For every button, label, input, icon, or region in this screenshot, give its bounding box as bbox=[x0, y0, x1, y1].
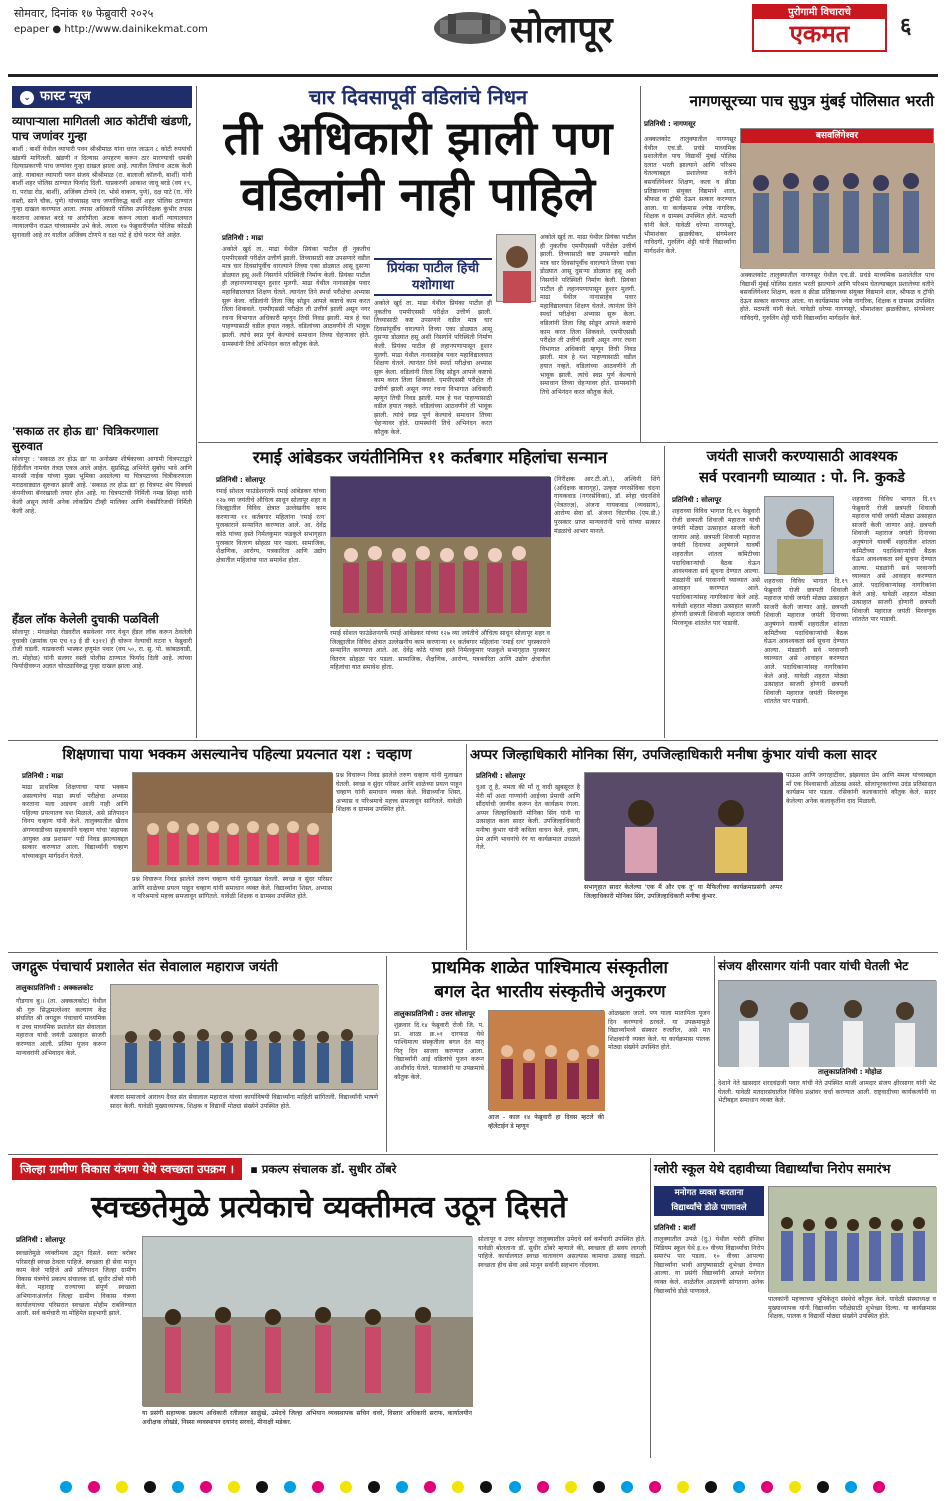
police-photo-sign: बसवलिंगेश्वर bbox=[741, 129, 933, 143]
registration-dot bbox=[228, 1481, 240, 1493]
chavan-title: शिक्षणाचा पाया भक्कम असल्यानेच पहिल्या प्रयत्नात यश : चव्हाण bbox=[62, 746, 412, 763]
registration-dot bbox=[509, 1481, 521, 1493]
ramai-byline: प्रतिनिधी : सोलापूर bbox=[216, 476, 266, 484]
registration-dot bbox=[649, 1481, 661, 1493]
glory-kicker-box bbox=[654, 1186, 764, 1216]
clean-byline: प्रतिनिधी : सोलापूर bbox=[16, 1236, 66, 1244]
registration-dot bbox=[396, 1481, 408, 1493]
culture-body-left: शुक्रवार दि.१४ फेब्रुवारी रोजी जि. प. प्रा. शाळा क्र.०१ दारफळ येथे पाश्चिमात्य संस्कृतीला बगल देत मातृ पितृ दिन साजरा करण्यात आला. विद्यार्थ्यांनी आई वडिलांचे पूजन करून आशीर्वाद घेतले. पालकांनी या उपक्रमाचे कौतुक केले. bbox=[394, 1022, 484, 1081]
chavan-body-left: माढा प्राथमिक शिक्षणाचा पाया भक्कम असल्यानेच माढा स्पर्धा परीक्षेचा अभ्यास करताना मला अडचण आली नाही आणि पहिल्या प्रयत्नातच यश मिळाले, असे प्रतिपादन विनय चव्हाण यांनी केले. तालुक्यातील खैराव अंगणवाडीच्या सहकार्याने चव्हाण यांचा 'सहायक आयुक्त अन्न प्रशासन' पदी निवड झाल्याबद्दल सत्कार करण्यात आला. विद्यार्थ्यांनी चव्हाण यांच्याकडून मार्गदर्शन घेतले. bbox=[22, 784, 128, 860]
glory-title: ग्लोरी स्कूल येथे दहावीच्या विद्यार्थ्यांचा निरोप समारंभ bbox=[654, 1161, 891, 1176]
ramai-photo bbox=[330, 476, 550, 626]
newspaper-logo-icon bbox=[430, 6, 510, 48]
shivaji-story bbox=[668, 446, 936, 736]
kshirsagar-body: देशाने नेते खासदार शरदचंद्रजी पवार यांची नेते उपस्थित माजी आमदार संजय क्षीरसागर यांनी भेट घेतली. यावेळी मतदारसंघातील विविध प्रश्नांवर चर्चा करण्यात आली. राष्ट्रवादीच्या कार्यकर्त्यांनी या भेटीबद्दल समाधान व्यक्त केले. bbox=[718, 1080, 936, 1105]
shivaji-title-2: सर्व परवानगी घ्याव्यात : पो. नि. कुकडे bbox=[699, 469, 905, 486]
registration-dot bbox=[172, 1481, 184, 1493]
clean-title: स्वच्छतेमुळे प्रत्येकाचे व्यक्तीमत्व उठून दिसते bbox=[91, 1190, 567, 1225]
sevalal-body-mid: बंजारा समाजाचे आराध्य दैवत संत सेवालाल महाराज यांच्या कार्याविषयी विद्यार्थ्यांना माहिती सांगितली. विद्यार्थ्यांनी भाषणे सादर केली. यावेळी मुख्याध्यापक, शिक्षक व विद्यार्थी मोठ्या संख्येने उपस्थित होते. bbox=[110, 1094, 378, 1110]
kshirsagar-title: संजय क्षीरसागर यांनी पवार यांची घेतली भेट bbox=[718, 959, 909, 973]
lead-name-box bbox=[374, 258, 492, 296]
registration-dot bbox=[845, 1481, 857, 1493]
monica-byline: प्रतिनिधी : सोलापूर bbox=[476, 772, 526, 780]
registration-dot bbox=[144, 1481, 156, 1493]
registration-dot bbox=[284, 1481, 296, 1493]
shivaji-byline: प्रतिनिधी : सोलापूर bbox=[672, 496, 722, 504]
culture-body-right: ओळखला जातो. पण याला मातापिता पूजन दिन करण्याचे ठरवले. या उपक्रमामुळे विद्यार्थ्यांमध्ये संस्कार रुजतील, असे मत शिक्षकांनी व्यक्त केले. या कार्यक्रमास पालक मोठ्या संख्येने उपस्थित होते. bbox=[608, 1010, 710, 1052]
registration-dot bbox=[873, 1481, 885, 1493]
registration-dot bbox=[593, 1481, 605, 1493]
police-story bbox=[644, 90, 934, 440]
registration-dot bbox=[480, 1481, 492, 1493]
registration-dot bbox=[60, 1481, 72, 1493]
chavan-byline: प्रतिनिधी : माढा bbox=[22, 772, 64, 780]
culture-caption: आज - काल १४ फेब्रुवारी हा दिवस म्हटले की व्हॅलेंटाईन डे म्हणून bbox=[488, 1114, 604, 1130]
fast-news-b2: सोलापूर : 'सकाळ तर होऊ द्या' या अनोख्या शीर्षकाच्या आगामी चित्रपटाद्वारे हिंदीतील नामवंत तंत्रज्ञ एकत्र आले आहेत. सुप्रसिद्ध अभिनेते सुबोध भावे आणि मानसी नाईक यांच्या मुख्य भूमिका असलेल्या या चित्रपटाच्या चित्रीकरणाला मराठवाड्यात सुरुवात झाली आहे. 'सकाळ तर होऊ द्या' हा चित्रपट श्रेय पिक्चर्स कंपनीच्या बॅनरखाली तयार होत आहे. या चित्रपटाची निर्मिती नमन्न सिन्हा यांनी केली असून त्यांनी अनेक लोकप्रिय टीव्ही मालिका आणि वेबसीरिजची निर्मिती केली आहे. bbox=[12, 456, 192, 515]
glory-story bbox=[654, 1158, 936, 1458]
registration-dot bbox=[200, 1481, 212, 1493]
registration-dot bbox=[733, 1481, 745, 1493]
fast-news-b3: सोलापूर : मंगळवेढा रोडवरील बसवेश्वर नगर येथून हॅंडल लॉक करून ठेवलेली दुचाकी (क्रमांक एम एच १३ ई डी १३११) ही चोरून नेल्याची घटना ९ फेब्रुवारी रोजी घडली. याप्रकरणी भास्कर हणुमंत पवार (वय ५०, रा. सु. पो. कांबळवाडी, ता. मोहोळ) यांनी सलगर वस्ती पोलीस ठाण्यात फिर्याद दिली आहे. त्यांच्या फिर्यादीवरून अज्ञात चोरट्याविरुद्ध गुन्हा दाखल झाला आहे. bbox=[12, 629, 192, 671]
sevalal-byline: तालुकाप्रतिनिधी : अक्कलकोट bbox=[16, 984, 94, 992]
police-title: नागणसूरच्या पाच सुपुत्र मुंबई पोलिसात भरती bbox=[689, 92, 934, 110]
monica-body-left: दुआ तू है, ममता की माँ तू वादी खुबसूरत है मेरी माँ अशा गाण्यांनी आईच्या प्रेमाची आणि सौंदर्याची जाणीव करून देत कार्यक्रम रंगला. अप्पर जिल्हाधिकारी मोनिका सिंग यांनी या उत्साहात कला सादर केली. उपजिल्हाधिकारी मनीषा कुंभार यांनी कविता वाचन केले. हास्य, प्रेम आणि भावनांचे रंग या कार्यक्रमात उधळले गेले. bbox=[476, 784, 580, 852]
lead-kicker: चार दिवसापूर्वी वडिलांचे निधन bbox=[308, 85, 528, 109]
registration-dot bbox=[565, 1481, 577, 1493]
fast-news-title: ⌄ फास्ट न्यूज bbox=[12, 86, 192, 108]
issue-date: सोमवार, दिनांक १७ फेब्रुवारी २०२५ bbox=[14, 7, 154, 20]
kshirsagar-photo bbox=[718, 980, 936, 1066]
kshirsagar-story bbox=[718, 956, 936, 1152]
registration-dot bbox=[368, 1481, 380, 1493]
registration-dot bbox=[424, 1481, 436, 1493]
registration-dot bbox=[452, 1481, 464, 1493]
monica-title: अप्पर जिल्हाधिकारी मोनिका सिंग, उपजिल्हाधिकारी मनीषा कुंभार यांची कला सादर bbox=[470, 747, 877, 763]
monica-story bbox=[470, 744, 936, 944]
glory-body-right: पालकांनी महत्त्वाच्या भूमिकेतून संस्थेचे कौतुक केले. यावेळी संस्थाध्यक्ष व मुख्याध्यापक यांनी विद्यार्थ्यांना परीक्षेसाठी शुभेच्छा दिल्या. या कार्यक्रमास शिक्षक, पालक व विद्यार्थी मोठ्या संख्येने उपस्थित होते. bbox=[768, 1296, 936, 1321]
ramai-body-mid: रमाई सोशल फाउंडेशनतर्फे रमाई आंबेडकर यांच्या १२७ व्या जयंतीचे औचित्य साधून सोलापूर शहर व जिल्ह्यातील विविध क्षेत्रात उल्लेखनीय काम करणाऱ्या ११ कर्तबगार महिलांना 'रमाई रत्न' पुरस्काराने सन्मानित करण्यात आले. आ. देवेंद्र कोठे यांच्या हस्ते निर्मलकुमार फडकुले सभागृहात पुरस्कार वितरण सोहळा पार पडला. सामाजिक, शैक्षणिक, आरोग्य, पत्रकारिता आणि उद्योग क्षेत्रातील महिलांचा यात समावेश होता. bbox=[330, 630, 550, 672]
culture-title-1: प्राथमिक शाळेत पाश्चिमात्य संस्कृतीला bbox=[432, 958, 668, 978]
glory-body-left: तालुक्यातील उपळे (दु.) येथील ग्लोरी इंग्लिश मिडियम स्कूल येथे इ.१० वीच्या विद्यार्थ्यांचा निरोप समारंभ पार पडला. १० वीच्या आपल्या विद्यार्थ्यांना भावी आयुष्यासाठी शुभेच्छा देण्यात आल्या. या प्रसंगी विद्यार्थ्यांनी आपले मनोगत व्यक्त केले. शाळेतील आठवणी सांगताना अनेक विद्यार्थ्यांचे डोळे पाणावले. bbox=[654, 1236, 764, 1295]
print-registration-marks bbox=[60, 1481, 885, 1495]
ramai-body-right: (निरीक्षक आर.टी.ओ.), अश्विनी शिंगे (अधिक्षक कारागृह), उत्कृष्ट नगरसेविका चंदना गायकवाड (नगरसेविका), डॉ. स्नेहा चंदनशिवे (नेत्रतज्ज्ञ), अंजना गायकवाड (व्यवसाय), आरोग्य सेवा डॉ. अंजना चिटणीस (एम.डी.) पुरस्कार प्राप्त मान्यवरांनी पाचे यांच्या सत्कार मंडळांचे आभार मानले. bbox=[554, 476, 660, 535]
city-title: सोलापूर bbox=[510, 9, 613, 51]
brand-box bbox=[752, 4, 887, 52]
clean-caption: या प्रसंगी सहाय्यक प्रकल्प अधिकारी रतीलाल साळुंखे, उमेदचे जिल्हा अभियान व्यवस्थापक सचिन चवरे, विस्तार अधिकारी सराफ, कार्यालयीन अधीक्षक लोखंडे, निस्सा व्यवस्थापन दयानंद सरवदे, मीनाक्षी मडेकर. bbox=[142, 1410, 472, 1426]
fast-news-h3: हॅंडल लॉक केलेली दुचाकी पळविली bbox=[12, 612, 159, 626]
lead-body-left: अकोले खुर्द ता. माढा येथील प्रियंका पाटील ही नुकतीच एमपीएससी परीक्षेत उत्तीर्ण झाली. तिच्यासाठी कष्ट उपसणारे वडील मात्र चार दिवसांपूर्वीच वारल्याने तिच्या एका डोळ्यात आसू दुसऱ्या डोळ्यात हसू अशी निसर्गाने परिस्थिती निर्माण केली. प्रियंका पाटील ही लहानपणापासून हुशार मुलगी. माढा येथील नानासाहेब पवार महाविद्यालयात शिक्षण घेतले. त्यानंतर तिने स्पर्धा परीक्षेचा अभ्यास सुरू केला. वडिलांनी तिला जिद्द सोडून आपले कष्टाचे काम करत तिला शिकवले. एमपीएससी परीक्षेत ती उत्तीर्ण झाली असून नगर रचना विभागात अधिकारी म्हणून तिची निवड झाली. मात्र हे यश पाहण्यासाठी वडील हयात नव्हते. वडिलांच्या आठवणीने ती भावूक झाली. त्यांचे स्वप्न पूर्ण केल्याचे समाधान तिच्या चेहऱ्यावर होते. ग्रामस्थांनी तिचे अभिनंदन करत कौतुक केले. bbox=[222, 246, 370, 348]
culture-byline: तालुकाप्रतिनिधी : उत्तर सोलापूर bbox=[394, 1010, 475, 1018]
chavan-photo bbox=[132, 772, 332, 872]
lead-body-right: अकोले खुर्द ता. माढा येथील प्रियंका पाटील ही नुकतीच एमपीएससी परीक्षेत उत्तीर्ण झाली. तिच्यासाठी कष्ट उपसणारे वडील मात्र चार दिवसांपूर्वीच वारल्याने तिच्या एका डोळ्यात आसू दुसऱ्या डोळ्यात हसू अशी निसर्गाने परिस्थिती निर्माण केली. प्रियंका पाटील ही लहानपणापासून हुशार मुलगी. माढा येथील नानासाहेब पवार महाविद्यालयात शिक्षण घेतले. त्यानंतर तिने स्पर्धा परीक्षेचा अभ्यास सुरू केला. वडिलांनी तिला जिद्द सोडून आपले कष्टाचे काम करत तिला शिकवले. एमपीएससी परीक्षेत ती उत्तीर्ण झाली असून नगर रचना विभागात अधिकारी म्हणून तिची निवड झाली. मात्र हे यश पाहण्यासाठी वडील हयात नव्हते. वडिलांच्या आठवणीने ती भावूक झाली. त्यांचे स्वप्न पूर्ण केल्याचे समाधान तिच्या चेहऱ्यावर होते. ग्रामस्थांनी तिचे अभिनंदन करत कौतुक केले. bbox=[540, 234, 636, 396]
shivaji-photo bbox=[764, 496, 834, 574]
clean-banner-label: जिल्हा ग्रामीण विकास यंत्रणा येथे स्वच्छता उपक्रम । bbox=[12, 1158, 242, 1180]
registration-dot bbox=[537, 1481, 549, 1493]
registration-dot bbox=[705, 1481, 717, 1493]
glory-byline: प्रतिनिधी : बार्शी bbox=[654, 1224, 696, 1232]
clean-banner bbox=[12, 1158, 646, 1180]
fast-news-column bbox=[12, 86, 192, 738]
culture-title-2: बगल देत भारतीय संस्कृतीचे अनुकरण bbox=[434, 982, 666, 1002]
police-body-right: अक्कलकोट तालुक्यातील नागणसूर येथील एच.डी. प्रचंडे माध्यमिक प्रशालेतील पाच विद्यार्थी मुंबई पोलिस दलात भरती झाल्याने आणि परिश्रम घेतल्याबद्दल प्रशालेच्या वतीने बसवलिंगेश्वर शिक्षण, कला व क्रीडा प्रतिष्ठानच्या संयुक्त विद्यमाने शाल, श्रीफळ व ट्रॉफी देऊन सत्कार करण्यात आला. या कार्यक्रमास ज्येष्ठ नागरिक, शिक्षक व ग्रामस्थ उपस्थित होते. मठपती यांनी केले. यावेळी धरेप्पा नागणसूरे, भीमाशंकर झळकीकर, संगमेश्वर नाविदगी, गुरुलिंग शेट्टी यांनी विद्यार्थ्यांना मार्गदर्शन केले. bbox=[740, 272, 934, 322]
clean-body-left: स्वच्छतेमुळे व्यक्तीमत्व उठून दिसते. स्वतः बरोबर परिसरही स्वच्छ ठेवला पाहिजे. स्वच्छता ही सेवा मानून काम केले पाहिजे असे प्रतिपादन जिल्हा ग्रामीण विकास यंत्रणेचे प्रकल्प संचालक डॉ. सुधीर ठोंबरे यांनी केले. महाराष्ट्र राज्याच्या संपूर्ण स्वच्छता अभियानाअंतर्गत जिल्हा ग्रामीण विकास यंत्रणा कार्यालयाच्या परिसरात स्वच्छता मोहीम राबविण्यात आली. सर्व कर्मचारी या मोहिमेत सहभागी झाले. bbox=[16, 1250, 136, 1318]
clean-body-right: सोलापूर व उत्तर सोलापूर तालुक्यातील उमेदचे सर्व कर्मचारी उपस्थित होते. यावेळी बोलताना डॉ. सुधीर ठोंबरे म्हणाले की, स्वच्छता ही सवय लागली पाहिजे. कार्यालयात स्वच्छ वातावरण असल्यास कामाचा उत्साह वाढतो. स्वच्छता हीच सेवा असे मानून सर्वांनी सहभाग नोंदवावा. bbox=[478, 1236, 646, 1269]
brand-name: एकमत bbox=[789, 19, 850, 48]
clean-photo bbox=[142, 1236, 472, 1406]
lead-photo bbox=[496, 234, 536, 302]
monica-body-right: पाऊस आणि जगरहाटीवर, झंझावात प्रेम आणि ममत्व यांच्याबद्दल माँ एक विश्वासाची ओळख असते. सोलापूरकरांच्या उदंड प्रतिसादात कार्यक्रम पार पडला. रसिकांनी कलाकारांचे कौतुक केले. सादर केलेल्या अनेक कलाकृतींना दाद मिळाली. bbox=[786, 772, 936, 805]
registration-dot bbox=[256, 1481, 268, 1493]
sevalal-title: जगद्गुरू पंचाचार्य प्रशालेत संत सेवालाल महाराज जयंती bbox=[12, 959, 278, 975]
sevalal-body-left: गौडगाव बु।। (ता. अक्कलकोट) येथील श्री गुरु सिद्धमल्लेश्वर कल्याण केंद्र संचलित श्री जगद्गुरू पंचाचार्य माध्यमिक व उच्च माध्यमिक प्रशालेत संत सेवालाल महाराज यांची जयंती उत्साहात साजरी करण्यात आली. प्रतिमा पूजन करून मान्यवरांनी अभिवादन केले. bbox=[16, 998, 106, 1057]
police-photo bbox=[740, 128, 934, 268]
lead-byline: प्रतिनिधी : माढा bbox=[222, 234, 264, 242]
ramai-story bbox=[200, 446, 660, 736]
shivaji-body-mid: शहराच्या विविध भागात दि.१९ फेब्रुवारी रोजी छत्रपती शिवाजी महाराज यांची जयंती मोठ्या उत्साहात साजरी केली जाणार आहे. छत्रपती शिवाजी महाराज जयंती दिनाच्या अनुषंगाने यावर्षी शहरातील शांतता कमिटीच्या पदाधिकाऱ्यांची बैठक घेऊन आवश्यकता सर्व सूचना देण्यात आल्या. मंडळांनी सर्व परवानगी घ्याव्यात असे आवाहन करण्यात आले. पदाधिकाऱ्यांसह नागरिकांना केले आहे. यावेळी शहरात मोठ्या उत्साहात साजरी होणारी छत्रपती शिवाजी महाराज जयंती मिरवणूक शांततेत पार पाडावी. bbox=[764, 578, 848, 706]
lead-name: प्रियंका पाटील हिची यशोगाथा bbox=[386, 261, 480, 293]
monica-photo bbox=[584, 772, 782, 880]
shivaji-body-right: शहराच्या विविध भागात दि.१९ फेब्रुवारी रोजी छत्रपती शिवाजी महाराज यांची जयंती मोठ्या उत्साहात साजरी केली जाणार आहे. छत्रपती शिवाजी महाराज जयंती दिनाच्या अनुषंगाने यावर्षी शहरातील शांतता कमिटीच्या पदाधिकाऱ्यांची बैठक घेऊन आवश्यकता सर्व सूचना देण्यात आल्या. मंडळांनी सर्व परवानगी घ्याव्यात असे आवाहन करण्यात आले. पदाधिकाऱ्यांसह नागरिकांना केले आहे. यावेळी शहरात मोठ्या उत्साहात साजरी होणारी छत्रपती शिवाजी महाराज जयंती मिरवणूक शांततेत पार पाडावी. bbox=[852, 496, 936, 624]
page-number: ६ bbox=[900, 14, 912, 39]
registration-dot bbox=[312, 1481, 324, 1493]
clean-story bbox=[12, 1158, 646, 1458]
chavan-story bbox=[12, 744, 462, 944]
registration-dot bbox=[761, 1481, 773, 1493]
culture-photo bbox=[488, 1010, 604, 1110]
ramai-title: रमाई आंबेडकर जयंतीनिमित्त ११ कर्तबगार महिलांचा सन्मान bbox=[252, 448, 608, 467]
clean-banner-sub: ▪ प्रकल्प संचालक डॉ. सुधीर ठोंबरे bbox=[250, 1162, 397, 1176]
registration-dot bbox=[817, 1481, 829, 1493]
registration-dot bbox=[789, 1481, 801, 1493]
police-byline: प्रतिनिधी : नागणसूर bbox=[644, 120, 696, 128]
lead-headline-line1: ती अधिकारी झाली पण bbox=[223, 111, 613, 165]
shivaji-title-1: जयंती साजरी करण्यासाठी आवश्यक bbox=[706, 448, 898, 465]
kshirsagar-byline: तालुकाप्रतिनिधी : मोहोळ bbox=[818, 1068, 882, 1076]
fast-news-h2: 'सकाळ तर होऊ द्या' चित्रिकरणाला सुरुवात bbox=[12, 424, 159, 453]
sevalal-story bbox=[12, 956, 382, 1152]
chevron-down-icon: ⌄ bbox=[20, 91, 34, 105]
shivaji-body-left: शहराच्या विविध भागात दि.१९ फेब्रुवारी रोजी छत्रपती शिवाजी महाराज यांची जयंती मोठ्या उत्साहात साजरी केली जाणार आहे. छत्रपती शिवाजी महाराज जयंती दिनाच्या अनुषंगाने यावर्षी शहरातील शांतता कमिटीच्या पदाधिकाऱ्यांची बैठक घेऊन आवश्यकता सर्व सूचना देण्यात आल्या. मंडळांनी सर्व परवानगी घ्याव्यात असे आवाहन करण्यात आले. पदाधिकाऱ्यांसह नागरिकांना केले आहे. यावेळी शहरात मोठ्या उत्साहात साजरी होणारी छत्रपती शिवाजी महाराज जयंती मिरवणूक शांततेत पार पाडावी. bbox=[672, 508, 760, 627]
registration-dot bbox=[340, 1481, 352, 1493]
monica-caption: सभागृहात सादर केलेल्या 'एक मैं और एक तू' या मैफिलीच्या कार्यक्रमाप्रसंगी अप्पर जिल्हाधिकारी मोनिका सिंग, उपजिल्हाधिकारी मनीषा कुंभार. bbox=[584, 884, 782, 900]
ramai-body-left: रमाई सोशल फाउंडेशनतर्फे रमाई आंबेडकर यांच्या १२७ व्या जयंतीचे औचित्य साधून सोलापूर शहर व जिल्ह्यातील विविध क्षेत्रात उल्लेखनीय काम करणाऱ्या ११ कर्तबगार महिलांना 'रमाई रत्न' पुरस्काराने सन्मानित करण्यात आले. आ. देवेंद्र कोठे यांच्या हस्ते निर्मलकुमार फडकुले सभागृहात पुरस्कार वितरण सोहळा पार पडला. सामाजिक, शैक्षणिक, आरोग्य, पत्रकारिता आणि उद्योग क्षेत्रातील महिलांचा यात समावेश होता. bbox=[216, 488, 326, 564]
registration-dot bbox=[677, 1481, 689, 1493]
culture-story bbox=[390, 956, 710, 1152]
registration-dot bbox=[116, 1481, 128, 1493]
website-link[interactable]: epaper ● http://www.dainikekmat.com bbox=[14, 24, 208, 35]
lead-story bbox=[200, 84, 636, 440]
glory-photo bbox=[768, 1186, 936, 1292]
fast-news-b1: बार्शी : बार्शी येथील व्यापारी पवन श्रीश्रीमाळ यांना धरत जाऊन ८ कोटी रुपयांची खंडणी मागितली. खंडणी न दिल्यास अपहरण करून ठार मारण्याची धमकी दिल्याप्रकरणी पाच जणांवर गुन्हा दाखल झाला आहे. त्यातील तिघांना अटक केली आहे. याबाबत व्यापारी पवन संजय श्रीश्रीमाळ (रा. बालाजी कॉलनी, बार्शी) यांनी बार्शी शहर पोलिस ठाण्यात फिर्याद दिली. याप्रकरणी आकाश जाधू बरडे (वय १९, रा. परांडा रोड, बार्शी), अजिंक्य टोणपे (रा. भोसे वाकण, पुणे), दक्ष पाटे (रा. गोरे वस्ती, साने चौक, पुणे) यांच्यासह पाच जणांविरुद्ध बार्शी शहर पोलिस ठाण्यात गुन्हा दाखल करण्यात आला. तपास अधिकारी पोलिस उपनिरीक्षक कुंभीर तपास करताना आकाश बरडे या आरोपीला अटक करून त्याला बार्शी न्यायालयात न्यायालयीन राऊत यांच्यासमोर उभे केले. त्याला १७ फेब्रुवारीपर्यंत पोलिस कोठडी सुनावली आहे तर यातील अजिंक्य टोणपे व दक्ष पाटे हे दोघे फरार येते आहेत. bbox=[12, 146, 192, 239]
brand-tagline: पुरोगामी विचाराचे bbox=[754, 6, 885, 19]
registration-dot bbox=[621, 1481, 633, 1493]
lead-headline-line2: वडिलांनी नाही पाहिले bbox=[240, 167, 596, 221]
sevalal-photo bbox=[110, 984, 378, 1090]
chavan-body-mid: प्रश्न विचारून निवड झालेले तरुण चव्हाण यांनी मुलाखत घेतली. स्वच्छ व सुंदर परिसर आणि शाळेच्या प्रयत्न पाहून चव्हाण यांनी समाधान व्यक्त केले. विद्यार्थ्यांना शिस्त, अभ्यास व परिश्रमाचे महत्त्व समजावून सांगितले. यावेळी शिक्षक व ग्रामस्थ उपस्थित होते. bbox=[132, 876, 332, 901]
registration-dot bbox=[88, 1481, 100, 1493]
masthead bbox=[0, 0, 945, 82]
glory-kicker-2: विद्यार्थ्यांचे डोळे पाणावले bbox=[671, 1203, 747, 1213]
glory-kicker-1: मनोगत व्यक्त करताना bbox=[674, 1188, 744, 1198]
chavan-body-right: प्रश्न विचारून निवड झालेले तरुण चव्हाण यांनी मुलाखत घेतली. स्वच्छ व सुंदर परिसर आणि शाळेच्या प्रयत्न पाहून चव्हाण यांनी समाधान व्यक्त केले. विद्यार्थ्यांना शिस्त, अभ्यास व परिश्रमाचे महत्त्व समजावून सांगितले. यावेळी शिक्षक व ग्रामस्थ उपस्थित होते. bbox=[336, 772, 462, 814]
fast-news-h1: व्यापाऱ्याला मागितली आठ कोटींची खंडणी, पाच जणांवर गुन्हा bbox=[12, 114, 192, 143]
lead-body-mid: अकोले खुर्द ता. माढा येथील प्रियंका पाटील ही नुकतीच एमपीएससी परीक्षेत उत्तीर्ण झाली. तिच्यासाठी कष्ट उपसणारे वडील मात्र चार दिवसांपूर्वीच वारल्याने तिच्या एका डोळ्यात आसू दुसऱ्या डोळ्यात हसू अशी निसर्गाने परिस्थिती निर्माण केली. प्रियंका पाटील ही लहानपणापासून हुशार मुलगी. माढा येथील नानासाहेब पवार महाविद्यालयात शिक्षण घेतले. त्यानंतर तिने स्पर्धा परीक्षेचा अभ्यास सुरू केला. वडिलांनी तिला जिद्द सोडून आपले कष्टाचे काम करत तिला शिकवले. एमपीएससी परीक्षेत ती उत्तीर्ण झाली असून नगर रचना विभागात अधिकारी म्हणून तिची निवड झाली. मात्र हे यश पाहण्यासाठी वडील हयात नव्हते. वडिलांच्या आठवणीने ती भावूक झाली. त्यांचे स्वप्न पूर्ण केल्याचे समाधान तिच्या चेहऱ्यावर होते. ग्रामस्थांनी तिचे अभिनंदन करत कौतुक केले. bbox=[374, 300, 492, 436]
police-body-left: अक्कलकोट तालुक्यातील नागणसूर येथील एच.डी. प्रचंडे माध्यमिक प्रशालेतील पाच विद्यार्थी मुंबई पोलिस दलात भरती झाल्याने आणि परिश्रम घेतल्याबद्दल प्रशालेच्या वतीने बसवलिंगेश्वर शिक्षण, कला व क्रीडा प्रतिष्ठानच्या संयुक्त विद्यमाने शाल, श्रीफळ व ट्रॉफी देऊन सत्कार करण्यात आला. या कार्यक्रमास ज्येष्ठ नागरिक, शिक्षक व ग्रामस्थ उपस्थित होते. मठपती यांनी केले. यावेळी धरेप्पा नागणसूरे, भीमाशंकर झळकीकर, संगमेश्वर नाविदगी, गुरुलिंग शेट्टी यांनी विद्यार्थ्यांना मार्गदर्शन केले. bbox=[644, 136, 736, 255]
